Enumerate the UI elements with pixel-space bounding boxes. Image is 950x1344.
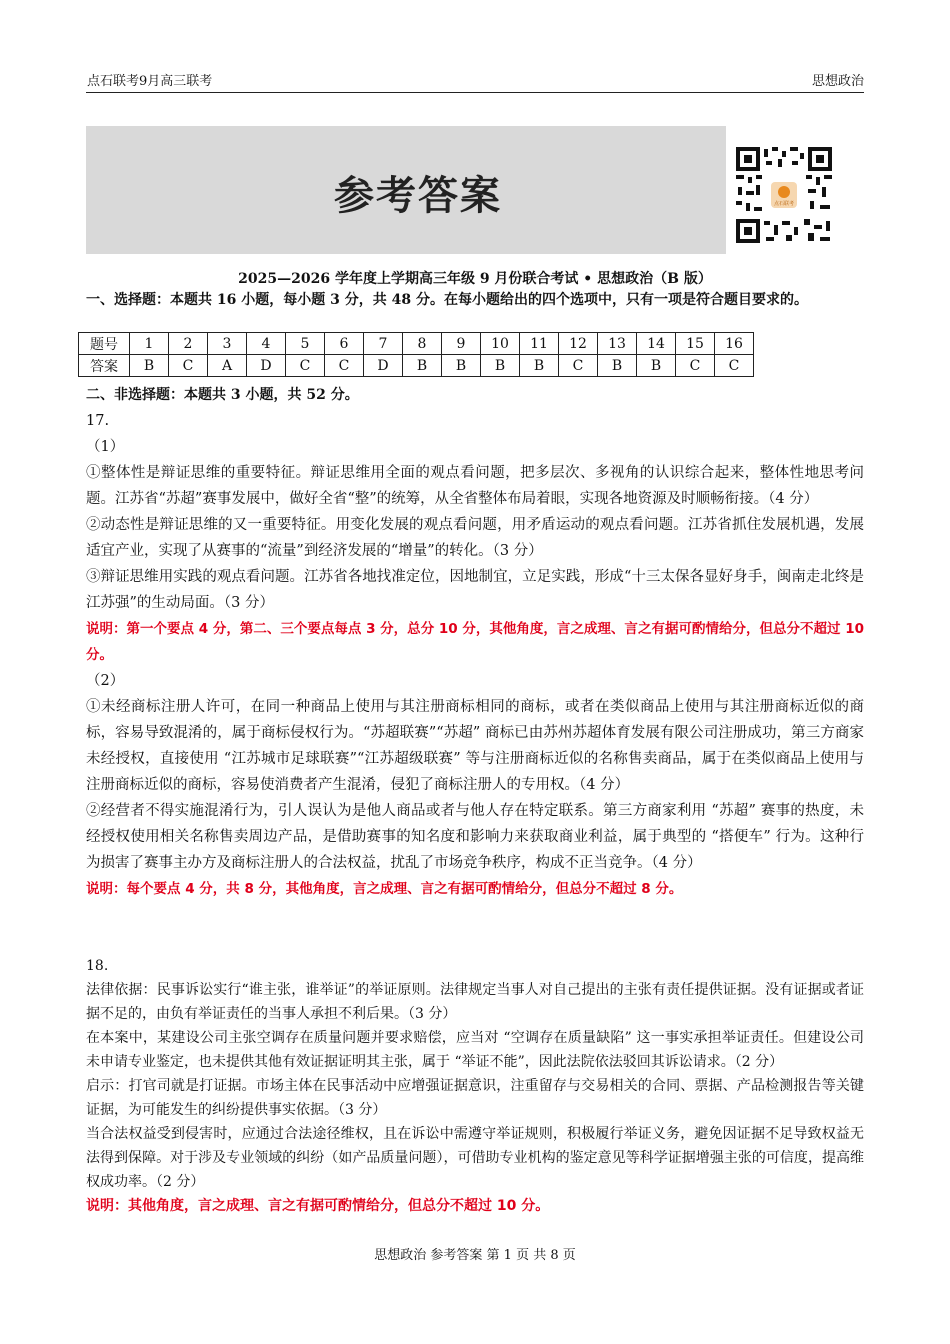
qr-logo-text: 点石联考 [773,201,795,207]
question-number: 11 [520,333,559,355]
qr-code-icon [734,145,834,245]
question-number: 10 [481,333,520,355]
question-18 [86,954,864,1218]
question-number: 6 [325,333,364,355]
section2-heading: 二、非选择题：本题共 3 小题，共 52 分。 [86,387,359,403]
question-number: 8 [403,333,442,355]
q18-paragraph: 在本案中，某建设公司主张空调存在质量问题并要求赔偿，应当对 “空调存在质量缺陷” 这一事实承担举证责任。但建设公司未申请专业鉴定，也未提供其他有效证据证明其主张，属于 “举证不能”，因此法院依法驳回其诉讼请求。（2 分） [86,1030,864,1070]
question-number: 16 [715,333,754,355]
q17-part1-point: ③辩证思维用实践的观点看问题。江苏省各地找准定位，因地制宜，立足实践，形成“十三太保各显好身手，闽南走北终是江苏强”的生动局面。（3 分） [86,569,864,611]
answer-cell: C [676,355,715,377]
q18-paragraph: 启示：打官司就是打证据。市场主体在民事活动中应增强证据意识，注重留存与交易相关的合同、票据、产品检测报告等关键证据，为可能发生的纠纷提供事实依据。（3 分） [86,1078,864,1118]
q18-paragraph: 当合法权益受到侵害时，应通过合法途径维权，且在诉讼中需遵守举证规则，积极履行举证义务，避免因证据不足导致权益无法得到保障。对于涉及专业领域的纠纷（如产品质量问题），可借助专业机构的鉴定意见等科学证据增强主张的可信度，提高维权成功率。（2 分） [86,1126,864,1190]
row-label-answer: 答案 [79,355,130,377]
q17-part1-note: 说明：第一个要点 4 分，第二、三个要点每点 3 分，总分 10 分，其他角度，言之成理、言之有据可酌情给分，但总分不超过 10 分。 [86,621,864,663]
q17-part1-point: ②动态性是辩证思维的又一重要特征。用变化发展的观点看问题，用矛盾运动的观点看问题。江苏省抓住发展机遇，发展适宜产业，实现了从赛事的“流量”到经济发展的“增量”的转化。（3 分） [86,517,864,559]
q17-part1-point: ①整体性是辩证思维的重要特征。辩证思维用全面的观点看问题，把多层次、多视角的认识综合起来，整体性地思考问题。江苏省“苏超”赛事发展中，做好全省“整”的统筹，从全省整体布局着眼，实现各地资源及时顺畅衔接。（4 分） [86,465,864,507]
q17-number: 17. [86,413,110,429]
answer-cell: B [637,355,676,377]
q17-part2-point: ②经营者不得实施混淆行为，引人误认为是他人商品或者与他人存在特定联系。第三方商家利用 “苏超” 赛事的热度，未经授权使用相关名称售卖周边产品，是借助赛事的知名度和影响力来获取商业利益，属于典型的 “搭便车” 行为。这种行为损害了赛事主办方及商标注册人的合法权益，扰乱了市场竞争秩序，构成不正当竞争。（4 分） [86,803,864,871]
answer-cell: C [169,355,208,377]
q17-part2-point: ①未经商标注册人许可，在同一种商品上使用与其注册商标相同的商标，或者在类似商品上使用与其注册商标近似的商标，容易导致混淆的，属于商标侵权行为。“苏超联赛”“苏超” 商标已由苏州苏超体育发展有限公司注册成功，第三方商家未经授权，直接使用 “江苏城市足球联赛”“江苏超级联赛” 等与注册商标近似的名称售卖商品，属于在类似商品上使用与注册商标近似的商标，容易使消费者产生混淆，侵犯了商标注册人的专用权。（4 分） [86,699,864,793]
question-number: 4 [247,333,286,355]
question-number: 14 [637,333,676,355]
answer-table [78,332,754,377]
question-number: 12 [559,333,598,355]
answer-table-answer-row [79,355,754,377]
header-divider [86,92,864,93]
answer-cell: C [559,355,598,377]
answer-cell: B [442,355,481,377]
exam-title: 2025—2026 学年度上学期高三年级 9 月份联合考试 • 思想政治（B 版） [238,271,712,287]
answer-cell: B [403,355,442,377]
question-17 [86,408,864,902]
row-label-number: 题号 [79,333,130,355]
answer-cell: B [130,355,169,377]
q18-note: 说明：其他角度，言之成理、言之有据可酌情给分，但总分不超过 10 分。 [86,1198,550,1214]
section1-heading: 一、选择题：本题共 16 小题，每小题 3 分，共 48 分。在每小题给出的四个选项中，只有一项是符合题目要求的。 [86,292,808,308]
banner-title: 参考答案 [334,173,502,219]
question-number: 7 [364,333,403,355]
answer-table-number-row [79,333,754,355]
question-number: 5 [286,333,325,355]
question-number: 1 [130,333,169,355]
question-number: 2 [169,333,208,355]
answer-cell: D [247,355,286,377]
answer-banner [86,126,726,254]
page-footer: 思想政治 参考答案 第 1 页 共 8 页 [374,1248,576,1263]
q17-part2-label: （2） [86,673,125,689]
header-left: 点石联考9月高三联考 [87,74,213,89]
question-number: 13 [598,333,637,355]
q18-paragraph: 法律依据：民事诉讼实行“谁主张，谁举证”的举证原则。法律规定当事人对自己提出的主张有责任提供证据。没有证据或者证据不足的，由负有举证责任的当事人承担不利后果。（3 分） [86,982,864,1022]
answer-cell: B [598,355,637,377]
answer-cell: C [325,355,364,377]
question-number: 15 [676,333,715,355]
answer-cell: B [520,355,559,377]
q17-part1-label: （1） [86,439,125,455]
answer-cell: A [208,355,247,377]
question-number: 9 [442,333,481,355]
answer-cell: B [481,355,520,377]
answer-cell: C [286,355,325,377]
answer-cell: D [364,355,403,377]
q18-number: 18. [86,958,109,974]
answer-cell: C [715,355,754,377]
question-number: 3 [208,333,247,355]
header-right: 思想政治 [811,74,864,89]
q17-part2-note: 说明：每个要点 4 分，共 8 分，其他角度，言之成理、言之有据可酌情给分，但总分不超过 8 分。 [86,881,683,897]
